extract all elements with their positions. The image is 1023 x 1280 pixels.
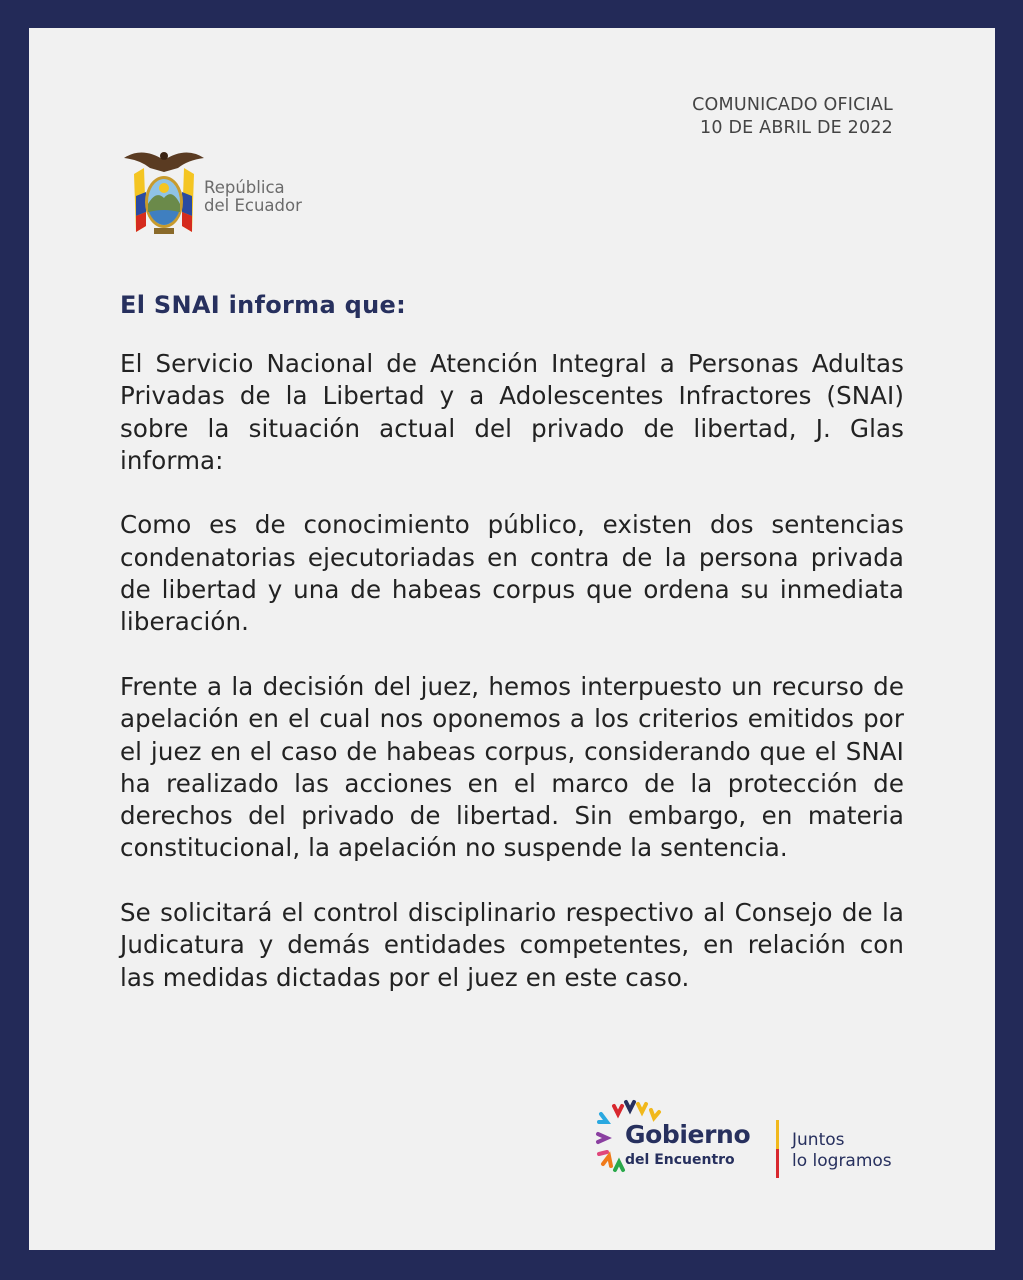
brand-name: Gobierno [625,1120,751,1149]
document-type: COMUNICADO OFICIAL [692,95,893,115]
government-logo [122,146,322,241]
footer-logo [595,1094,925,1184]
document-sheet [29,28,995,1250]
ecuador-coat-of-arms-icon [122,146,206,241]
paragraph: Como es de conocimiento público, existen dos sentencias condenatorias ejecutoriadas en contra de la persona privada de libertad y una de habeas corpus que ordena su inmediata liberación. [120,510,904,637]
document-date: 10 DE ABRIL DE 2022 [700,118,893,138]
brand-subtitle: del Encuentro [625,1152,735,1168]
brand-divider [776,1120,779,1178]
paragraph: Frente a la decisión del juez, hemos interpuesto un recurso de apelación en el cual nos oponemos a los criterios emitidos por el juez en el caso de habeas corpus, considerando que el SNAI ha realizado las acciones en el marco de la protección de derechos del privado de libertad. Sin embargo, en materia constitucional, la apelación no suspende la sentencia. [120,671,904,863]
paragraph: Se solicitará el control disciplinario respectivo al Consejo de la Judicatura y demás entidades competentes, en relación con las medidas dictadas por el juez en este caso. [120,898,904,992]
slogan: Juntos lo logramos [792,1130,892,1171]
communique-heading: El SNAI informa que: [120,291,406,319]
document-header [692,94,893,140]
government-name: República del Ecuador [204,178,302,215]
paragraph: El Servicio Nacional de Atención Integral a Personas Adultas Privadas de la Libertad y a Adolescentes Infractores (SNAI) sobre la situación actual del privado de libertad, J. Glas informa: [120,349,904,475]
communique-body [120,348,904,1026]
